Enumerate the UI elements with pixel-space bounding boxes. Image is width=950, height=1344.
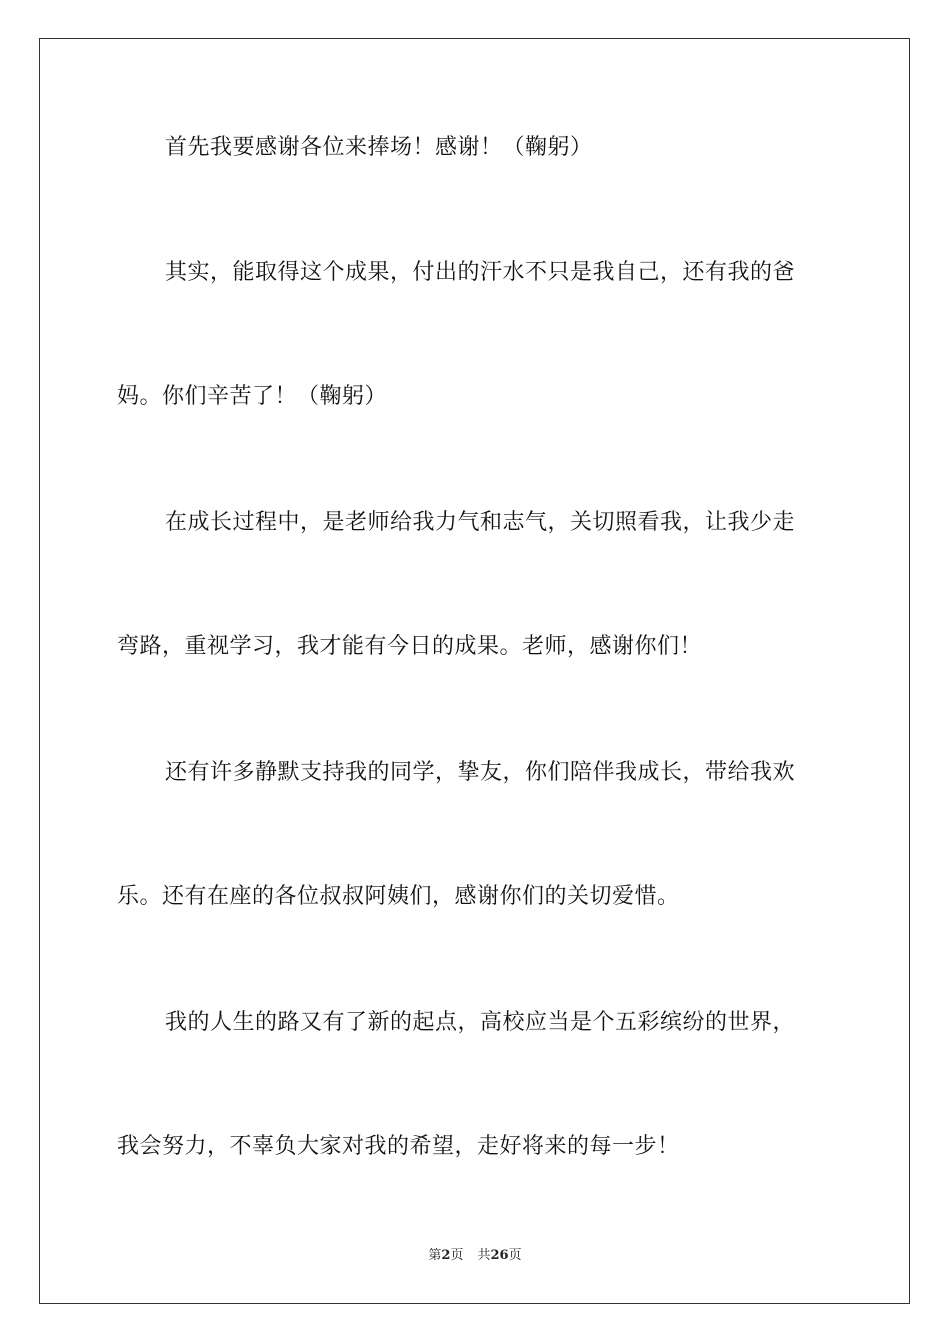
paragraph-line-2: 其实，能取得这个成果，付出的汗水不只是我自己，还有我的爸: [165, 260, 796, 285]
page-footer: [0, 1247, 950, 1265]
paragraph-line-8: 我的人生的路又有了新的起点，高校应当是个五彩缤纷的世界，: [165, 1010, 796, 1035]
paragraph-line-4: 在成长过程中，是老师给我力气和志气，关切照看我，让我少走: [165, 510, 796, 535]
footer-total-suffix: 页: [508, 1248, 522, 1263]
paragraph-line-3: 妈。你们辛苦了！（鞠躬）: [117, 384, 388, 409]
footer-page-prefix: 第: [428, 1248, 442, 1263]
footer-page-suffix: 页: [450, 1248, 464, 1263]
paragraph-line-9: 我会努力，不辜负大家对我的希望，走好将来的每一步！: [117, 1134, 680, 1159]
page-border: [39, 38, 910, 1304]
footer-page-number: 2: [441, 1248, 451, 1263]
footer-total-pages: 26: [490, 1248, 509, 1263]
paragraph-line-7: 乐。还有在座的各位叔叔阿姨们，感谢你们的关切爱惜。: [117, 884, 680, 909]
paragraph-line-6: 还有许多静默支持我的同学，挚友，你们陪伴我成长，带给我欢: [165, 760, 796, 785]
footer-total-prefix: 共: [477, 1248, 491, 1263]
paragraph-line-1: 首先我要感谢各位来捧场！感谢！（鞠躬）: [165, 135, 593, 160]
paragraph-line-5: 弯路，重视学习，我才能有今日的成果。老师，感谢你们！: [117, 634, 703, 659]
